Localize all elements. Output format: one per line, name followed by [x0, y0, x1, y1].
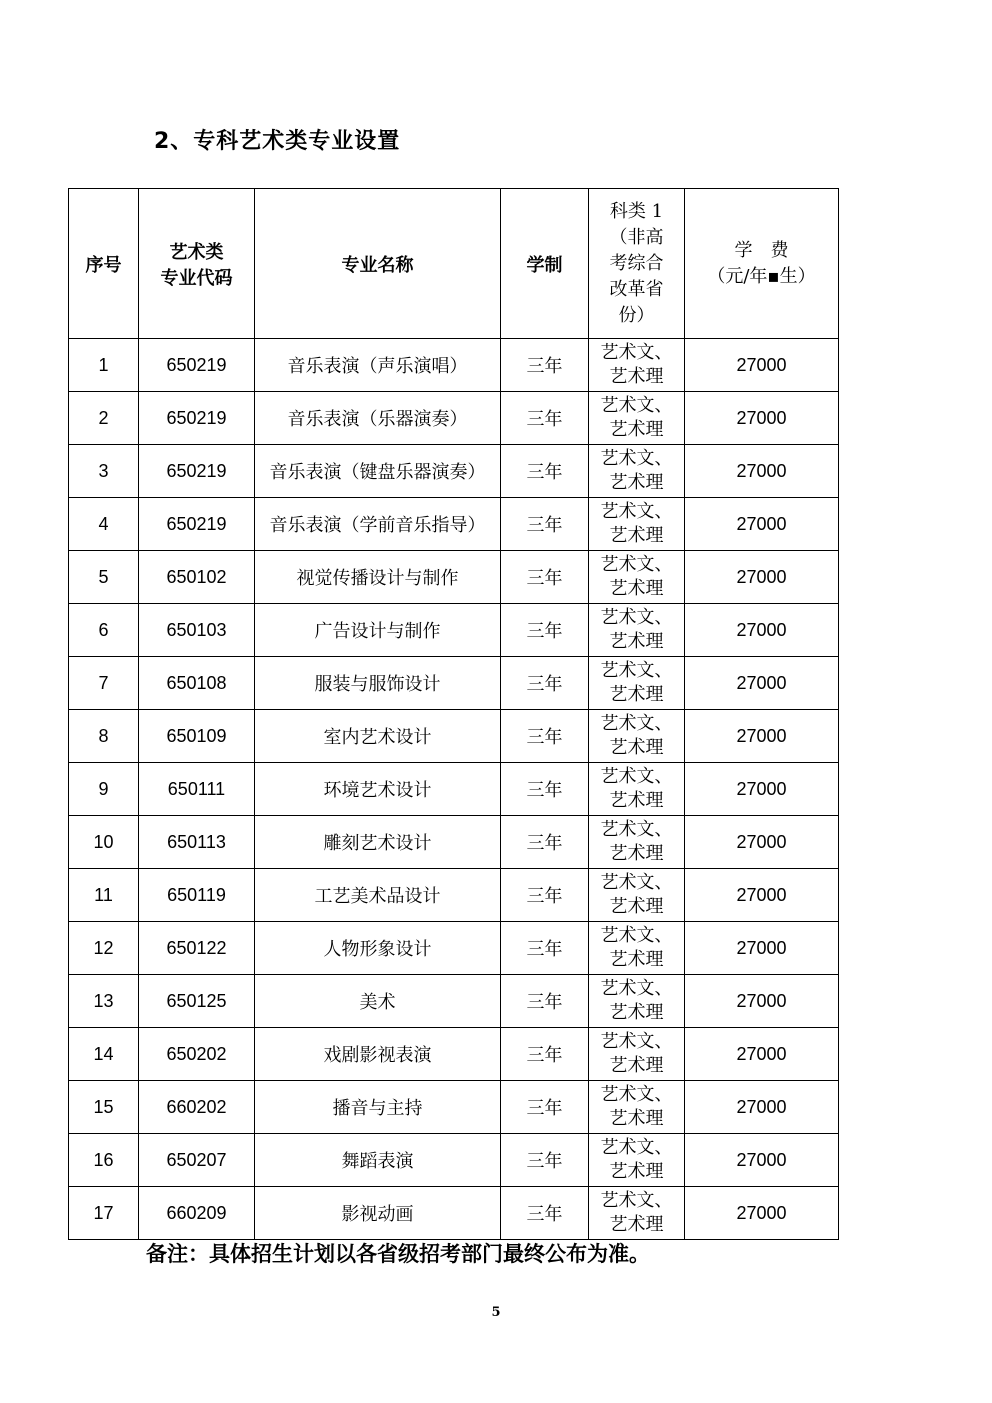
category-line: 艺术理	[609, 949, 664, 970]
cell-name	[255, 657, 501, 710]
category-line: 艺术文、	[600, 1190, 673, 1211]
category-line: 艺术理	[609, 472, 664, 493]
cell-name	[255, 392, 501, 445]
cell-duration	[501, 339, 589, 392]
cell-duration-text: 三年	[526, 1045, 563, 1066]
cell-fee	[685, 551, 839, 604]
header-code-line2: 专业代码	[160, 267, 233, 289]
cell-code-text: 650219	[166, 460, 227, 481]
cell-name	[255, 498, 501, 551]
cell-fee	[685, 1028, 839, 1081]
cell-name-text: 播音与主持	[332, 1098, 423, 1119]
cell-index	[69, 1134, 139, 1187]
cell-duration	[501, 1081, 589, 1134]
cell-name	[255, 1187, 501, 1240]
cell-index-text: 12	[93, 937, 114, 958]
cell-fee	[685, 1187, 839, 1240]
cell-fee-text: 27000	[736, 566, 787, 587]
footnote: 备注：具体招生计划以各省级招考部门最终公布为准。	[146, 1242, 650, 1266]
cell-code	[139, 392, 255, 445]
category-line: 艺术理	[609, 896, 664, 917]
cell-fee	[685, 392, 839, 445]
page-number: 5	[491, 1305, 501, 1320]
cell-duration	[501, 392, 589, 445]
cell-code	[139, 1081, 255, 1134]
cell-name	[255, 816, 501, 869]
cell-code-text: 650219	[166, 513, 227, 534]
cell-fee-text: 27000	[736, 831, 787, 852]
cell-fee	[685, 975, 839, 1028]
cell-duration	[501, 710, 589, 763]
cell-fee	[685, 339, 839, 392]
cell-fee-text: 27000	[736, 354, 787, 375]
cell-fee	[685, 604, 839, 657]
table-row	[69, 1134, 839, 1187]
category-line: 艺术文、	[600, 713, 673, 734]
cell-fee	[685, 710, 839, 763]
cell-duration	[501, 1187, 589, 1240]
cell-fee-text: 27000	[736, 672, 787, 693]
cell-index-text: 3	[98, 460, 109, 481]
category-line: 艺术理	[609, 366, 664, 387]
cell-fee	[685, 1081, 839, 1134]
table-header-row	[69, 189, 839, 339]
section-heading: 2、专科艺术类专业设置	[154, 129, 401, 154]
cell-index-text: 7	[98, 672, 109, 693]
cell-duration-text: 三年	[526, 992, 563, 1013]
category-line: 艺术理	[609, 1214, 664, 1235]
category-line: 艺术理	[609, 525, 664, 546]
table-row	[69, 1028, 839, 1081]
cell-index-text: 16	[93, 1149, 114, 1170]
cell-fee-text: 27000	[736, 1149, 787, 1170]
cell-index	[69, 816, 139, 869]
cell-duration-text: 三年	[526, 886, 563, 907]
category-line: 艺术理	[609, 419, 664, 440]
cell-duration	[501, 498, 589, 551]
cell-code-text: 650207	[166, 1149, 227, 1170]
cell-code-text: 650109	[166, 725, 227, 746]
category-line: 艺术文、	[600, 925, 673, 946]
table-row	[69, 551, 839, 604]
category-line: 艺术理	[609, 684, 664, 705]
cell-category	[589, 657, 685, 710]
table-row	[69, 922, 839, 975]
table-row	[69, 710, 839, 763]
cell-index	[69, 1187, 139, 1240]
cell-index	[69, 392, 139, 445]
cell-index	[69, 710, 139, 763]
cell-category	[589, 1187, 685, 1240]
cell-index-text: 8	[98, 725, 109, 746]
cell-name-text: 影视动画	[341, 1204, 414, 1225]
cell-name-text: 音乐表演（声乐演唱）	[287, 356, 468, 377]
category-line: 艺术理	[609, 1002, 664, 1023]
cell-code	[139, 339, 255, 392]
cell-category	[589, 1134, 685, 1187]
cell-category	[589, 551, 685, 604]
header-code	[139, 189, 255, 339]
cell-fee-text: 27000	[736, 513, 787, 534]
cell-code	[139, 763, 255, 816]
category-line: 艺术文、	[600, 978, 673, 999]
header-name: 专业名称	[255, 189, 501, 339]
cell-name-text: 人物形象设计	[323, 939, 432, 960]
cell-name	[255, 763, 501, 816]
cell-code	[139, 816, 255, 869]
cell-fee	[685, 816, 839, 869]
cell-code	[139, 1134, 255, 1187]
header-code-line1: 艺术类	[169, 241, 224, 263]
cell-name-text: 舞蹈表演	[341, 1151, 414, 1172]
cell-code-text: 660202	[166, 1096, 227, 1117]
table-row	[69, 392, 839, 445]
table-row	[69, 975, 839, 1028]
cell-duration	[501, 1028, 589, 1081]
table-row	[69, 816, 839, 869]
header-category-line: 科类 1	[609, 200, 664, 222]
cell-category	[589, 1028, 685, 1081]
category-line: 艺术理	[609, 578, 664, 599]
category-line: 艺术文、	[600, 395, 673, 416]
category-line: 艺术文、	[600, 660, 673, 681]
cell-duration-text: 三年	[526, 515, 563, 536]
cell-code-text: 650108	[166, 672, 227, 693]
header-duration: 学制	[501, 189, 589, 339]
cell-duration-text: 三年	[526, 939, 563, 960]
cell-index-text: 14	[93, 1043, 114, 1064]
cell-name-text: 戏剧影视表演	[323, 1045, 432, 1066]
table-row	[69, 1081, 839, 1134]
header-fee-line1: 学 费	[734, 239, 789, 261]
table-row	[69, 763, 839, 816]
cell-duration	[501, 763, 589, 816]
cell-category	[589, 498, 685, 551]
cell-duration	[501, 604, 589, 657]
cell-index-text: 6	[98, 619, 109, 640]
cell-index	[69, 922, 139, 975]
cell-name	[255, 1134, 501, 1187]
cell-name	[255, 1081, 501, 1134]
category-line: 艺术理	[609, 790, 664, 811]
cell-name-text: 工艺美术品设计	[314, 886, 441, 907]
cell-fee-text: 27000	[736, 407, 787, 428]
table-row	[69, 869, 839, 922]
cell-fee	[685, 445, 839, 498]
header-fee	[685, 189, 839, 339]
category-line: 艺术理	[609, 1055, 664, 1076]
cell-name	[255, 604, 501, 657]
cell-index-text: 9	[98, 778, 109, 799]
category-line: 艺术文、	[600, 1031, 673, 1052]
cell-category	[589, 869, 685, 922]
cell-code	[139, 657, 255, 710]
cell-fee-text: 27000	[736, 937, 787, 958]
cell-name-text: 音乐表演（键盘乐器演奏）	[269, 462, 486, 483]
cell-name	[255, 1028, 501, 1081]
cell-duration	[501, 816, 589, 869]
table-row	[69, 445, 839, 498]
cell-index	[69, 339, 139, 392]
table-row	[69, 1187, 839, 1240]
cell-code	[139, 498, 255, 551]
cell-code-text: 660209	[166, 1202, 227, 1223]
cell-category	[589, 816, 685, 869]
cell-name-text: 服装与服饰设计	[314, 674, 441, 695]
cell-duration-text: 三年	[526, 568, 563, 589]
cell-category	[589, 1081, 685, 1134]
cell-index-text: 10	[93, 831, 114, 852]
cell-category	[589, 710, 685, 763]
cell-code-text: 650102	[166, 566, 227, 587]
cell-duration-text: 三年	[526, 780, 563, 801]
cell-code-text: 650202	[166, 1043, 227, 1064]
table-row	[69, 498, 839, 551]
cell-duration	[501, 922, 589, 975]
cell-duration-text: 三年	[526, 462, 563, 483]
cell-name-text: 美术	[359, 992, 396, 1013]
cell-duration-text: 三年	[526, 727, 563, 748]
cell-category	[589, 339, 685, 392]
category-line: 艺术文、	[600, 766, 673, 787]
header-fee-line2: （元/年▪生）	[707, 265, 816, 287]
cell-fee	[685, 498, 839, 551]
cell-index	[69, 1081, 139, 1134]
cell-index-text: 17	[93, 1202, 114, 1223]
cell-name	[255, 710, 501, 763]
majors-table	[68, 188, 839, 1240]
cell-code	[139, 710, 255, 763]
category-line: 艺术理	[609, 1161, 664, 1182]
cell-name-text: 音乐表演（学前音乐指导）	[269, 515, 486, 536]
cell-name	[255, 922, 501, 975]
cell-name	[255, 551, 501, 604]
cell-code	[139, 1028, 255, 1081]
cell-duration-text: 三年	[526, 356, 563, 377]
cell-index	[69, 551, 139, 604]
cell-code-text: 650119	[167, 884, 226, 905]
cell-category	[589, 604, 685, 657]
cell-code-text: 650122	[166, 937, 227, 958]
category-line: 艺术文、	[600, 819, 673, 840]
cell-name	[255, 869, 501, 922]
cell-index-text: 11	[94, 884, 113, 905]
cell-fee	[685, 657, 839, 710]
cell-duration	[501, 869, 589, 922]
cell-fee-text: 27000	[736, 1096, 787, 1117]
category-line: 艺术文、	[600, 1137, 673, 1158]
header-category	[589, 189, 685, 339]
table-row	[69, 604, 839, 657]
category-line: 艺术理	[609, 843, 664, 864]
category-line: 艺术文、	[600, 1084, 673, 1105]
cell-duration	[501, 445, 589, 498]
header-index: 序号	[69, 189, 139, 339]
cell-fee	[685, 869, 839, 922]
cell-name-text: 音乐表演（乐器演奏）	[287, 409, 468, 430]
cell-duration-text: 三年	[526, 409, 563, 430]
cell-name-text: 视觉传播设计与制作	[296, 568, 459, 589]
category-line: 艺术文、	[600, 342, 673, 363]
category-line: 艺术理	[609, 737, 664, 758]
cell-code-text: 650111	[167, 778, 226, 799]
cell-code	[139, 1187, 255, 1240]
cell-fee-text: 27000	[736, 990, 787, 1011]
cell-name-text: 室内艺术设计	[323, 727, 432, 748]
cell-name-text: 环境艺术设计	[323, 780, 432, 801]
cell-name-text: 雕刻艺术设计	[323, 833, 432, 854]
header-category-line: 考综合	[609, 252, 664, 274]
table-row	[69, 657, 839, 710]
header-category-line: 份）	[618, 304, 655, 326]
cell-name	[255, 339, 501, 392]
cell-index-text: 13	[93, 990, 114, 1011]
cell-code-text: 650113	[167, 831, 226, 852]
cell-index-text: 2	[98, 407, 109, 428]
cell-code	[139, 445, 255, 498]
header-category-line: 改革省	[609, 278, 664, 300]
cell-index	[69, 498, 139, 551]
cell-index-text: 15	[93, 1096, 114, 1117]
category-line: 艺术文、	[600, 501, 673, 522]
cell-fee	[685, 1134, 839, 1187]
category-line: 艺术文、	[600, 448, 673, 469]
cell-fee	[685, 922, 839, 975]
category-line: 艺术文、	[600, 607, 673, 628]
cell-duration-text: 三年	[526, 674, 563, 695]
table-row	[69, 339, 839, 392]
cell-code	[139, 975, 255, 1028]
cell-name-text: 广告设计与制作	[314, 621, 441, 642]
header-category-line: （非高	[609, 226, 664, 248]
cell-index	[69, 869, 139, 922]
cell-fee-text: 27000	[736, 460, 787, 481]
cell-index	[69, 975, 139, 1028]
category-line: 艺术文、	[600, 872, 673, 893]
cell-code-text: 650103	[166, 619, 227, 640]
cell-duration	[501, 975, 589, 1028]
cell-index	[69, 763, 139, 816]
category-line: 艺术理	[609, 631, 664, 652]
cell-name	[255, 445, 501, 498]
cell-duration-text: 三年	[526, 621, 563, 642]
cell-code	[139, 922, 255, 975]
cell-fee-text: 27000	[736, 1043, 787, 1064]
cell-fee-text: 27000	[736, 619, 787, 640]
cell-duration	[501, 657, 589, 710]
cell-code	[139, 604, 255, 657]
cell-index	[69, 445, 139, 498]
cell-index-text: 1	[98, 354, 109, 375]
cell-index-text: 4	[98, 513, 109, 534]
cell-duration-text: 三年	[526, 1204, 563, 1225]
cell-index-text: 5	[98, 566, 109, 587]
cell-category	[589, 975, 685, 1028]
cell-code-text: 650219	[166, 354, 227, 375]
category-line: 艺术文、	[600, 554, 673, 575]
cell-index	[69, 1028, 139, 1081]
cell-fee-text: 27000	[736, 778, 787, 799]
cell-index	[69, 604, 139, 657]
cell-code-text: 650125	[166, 990, 227, 1011]
category-line: 艺术理	[609, 1108, 664, 1129]
cell-fee	[685, 763, 839, 816]
cell-duration-text: 三年	[526, 1098, 563, 1119]
cell-fee-text: 27000	[736, 725, 787, 746]
cell-duration-text: 三年	[526, 1151, 563, 1172]
cell-fee-text: 27000	[736, 884, 787, 905]
cell-category	[589, 392, 685, 445]
cell-code-text: 650219	[166, 407, 227, 428]
cell-name	[255, 975, 501, 1028]
cell-duration	[501, 1134, 589, 1187]
cell-category	[589, 763, 685, 816]
cell-fee-text: 27000	[736, 1202, 787, 1223]
cell-code	[139, 551, 255, 604]
cell-code	[139, 869, 255, 922]
cell-category	[589, 445, 685, 498]
cell-duration	[501, 551, 589, 604]
cell-index	[69, 657, 139, 710]
cell-category	[589, 922, 685, 975]
cell-duration-text: 三年	[526, 833, 563, 854]
